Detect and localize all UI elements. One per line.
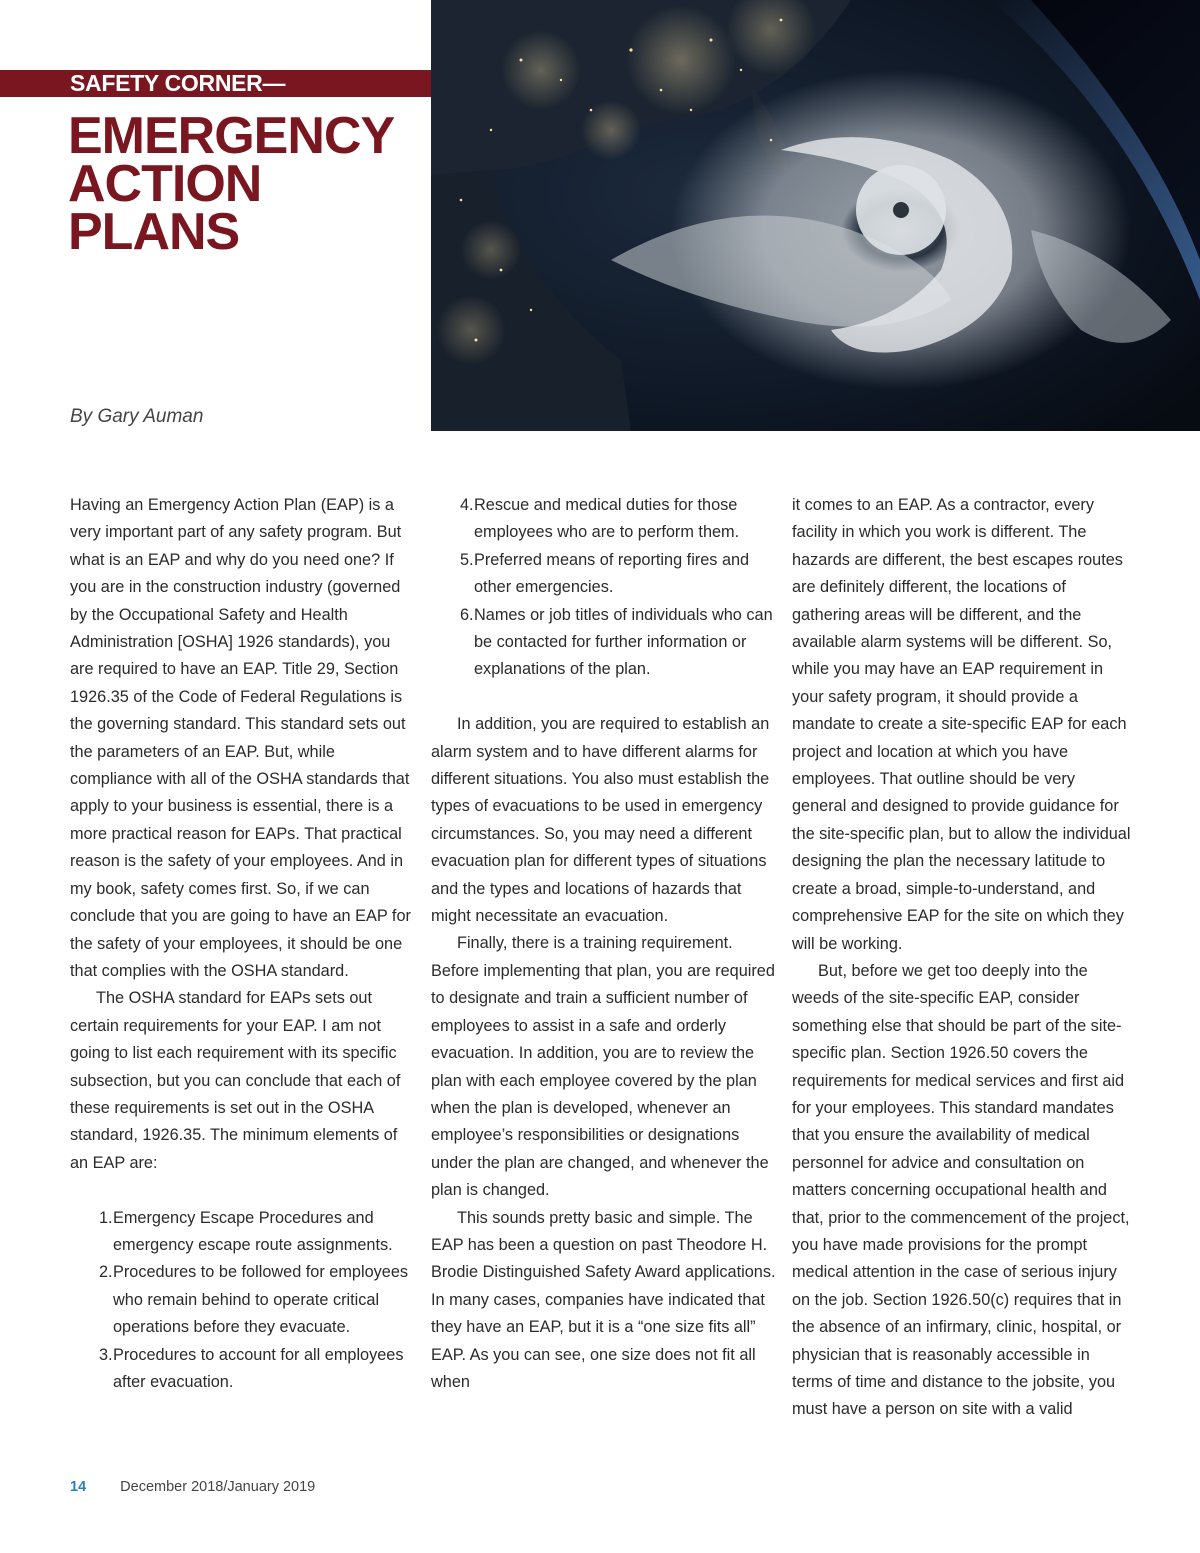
list-number: 3. — [99, 1345, 113, 1364]
issue-date: December 2018/January 2019 — [120, 1479, 316, 1495]
page-number: 14 — [70, 1479, 87, 1495]
title-line-3: PLANS — [68, 203, 240, 261]
list-item — [70, 1205, 415, 1260]
list-number: 5. — [460, 550, 474, 569]
list-text: Rescue and medical duties for those employees who are to perform them. — [474, 496, 740, 542]
list-text: Emergency Escape Procedures and emergency escape route assignments. — [113, 1208, 393, 1254]
spacer — [70, 1177, 415, 1204]
column-2 — [431, 492, 776, 1396]
section-kicker: SAFETY CORNER— — [70, 70, 286, 96]
list-number: 6. — [460, 605, 474, 624]
list-item — [431, 547, 776, 602]
list-item — [431, 492, 776, 547]
title-line-1: EMERGENCY — [68, 107, 395, 165]
list-item — [70, 1259, 415, 1341]
list-item — [431, 602, 776, 684]
list-text: Procedures to be followed for employees who remain behind to operate critical operations before they evacuate. — [113, 1263, 409, 1337]
list-text: Names or job titles of individuals who can be contacted for further information or explanations of the plan. — [474, 605, 773, 679]
list-number: 1. — [99, 1208, 113, 1227]
paragraph: But, before we get too deeply into the weeds of the site-specific EAP, consider something else that should be part of the site-specific plan. Section 1926.50 covers the requirements for medical services and first aid for your employees. This standard mandates that you ensure the availability of medical personnel for advice and consultation on matters concerning occupational health and that, prior to the commencement of the project, you have made provisions for the prompt medical attention in the case of serious injury on the job. Section 1926.50(c) requires that in the absence of an infirmary, clinic, hospital, or physician that is reasonably accessible in terms of time and distance to the jobsite, you must have a person on site with a valid — [792, 961, 1130, 1419]
column-1 — [70, 492, 415, 1396]
title-line-2: ACTION — [68, 155, 262, 213]
spacer — [431, 684, 776, 711]
paragraph: Having an Emergency Action Plan (EAP) is a very important part of any safety program. But what is an EAP and why do you need one? If you are in the construction industry (governed by the Occupational Safety and Health Administration [OSHA] 1926 standards), you are required to have an EAP. Title 29, Section 1926.35 of the Code of Federal Regulations is the governing standard. This standard sets out the parameters of an EAP. But, while compliance with all of the OSHA standards that apply to your business is essential, there is a more practical reason for EAPs. That practical reason is the safety of your employees. And in my book, safety comes first. So, if we can conclude that you are going to have an EAP for the safety of your employees, it should be one that complies with the OSHA standard. — [70, 496, 411, 980]
column-3 — [792, 492, 1132, 1424]
article-title — [68, 107, 395, 261]
paragraph: it comes to an EAP. As a contractor, every facility in which you work is different. The hazards are different, the best escapes routes are definitely different, the locations of gathering areas will be different, and the available alarm systems will be different. So, while you may have an EAP requirement in your safety program, it should provide a mandate to create a site-specific EAP for each project and location at which you have employees. That outline should be very general and designed to provide guidance for the site-specific plan, but to allow the individual designing the plan the necessary latitude to create a broad, simple-to-understand, and comprehensive EAP for the site on which they will be working. — [792, 496, 1131, 953]
byline: By Gary Auman — [70, 406, 204, 427]
eap-elements-list-continued — [431, 492, 776, 684]
paragraph: Finally, there is a training requirement. Before implementing that plan, you are required to designate and train a sufficient number of employees to assist in a safe and orderly evacuation. In addition, you are to review the plan with each employee covered by the plan when the plan is developed, whenever an employee’s responsibilities or designations under the plan are changed, and whenever the plan is changed. — [431, 934, 775, 1200]
paragraph: This sounds pretty basic and simple. The EAP has been a question on past Theodore H. Brodie Distinguished Safety Award applications. In many cases, companies have indicated that they have an EAP, but it is a “one size fits all” EAP. As you can see, one size does not fit all when — [431, 1208, 776, 1391]
list-text: Procedures to account for all employees after evacuation. — [113, 1345, 404, 1391]
paragraph: In addition, you are required to establish an alarm system and to have different alarms for different situations. You also must establish the types of evacuations to be used in emergency circumstances. So, you may need a different evacuation plan for different types of situations and the types and locations of hazards that might necessitate an evacuation. — [431, 715, 770, 926]
list-text: Preferred means of reporting fires and other emergencies. — [474, 550, 750, 597]
list-item — [70, 1342, 415, 1397]
hurricane-illustration — [431, 0, 1200, 431]
page-footer — [70, 1479, 315, 1495]
paragraph: The OSHA standard for EAPs sets out certain requirements for your EAP. I am not going to list each requirement with its specific subsection, but you can conclude that each of these requirements is set out in the OSHA standard, 1926.35. The minimum elements of an EAP are: — [70, 989, 401, 1172]
list-number: 2. — [99, 1263, 113, 1282]
hurricane-earth-image — [431, 0, 1200, 431]
eap-elements-list — [70, 1205, 415, 1397]
list-number: 4. — [460, 496, 474, 514]
